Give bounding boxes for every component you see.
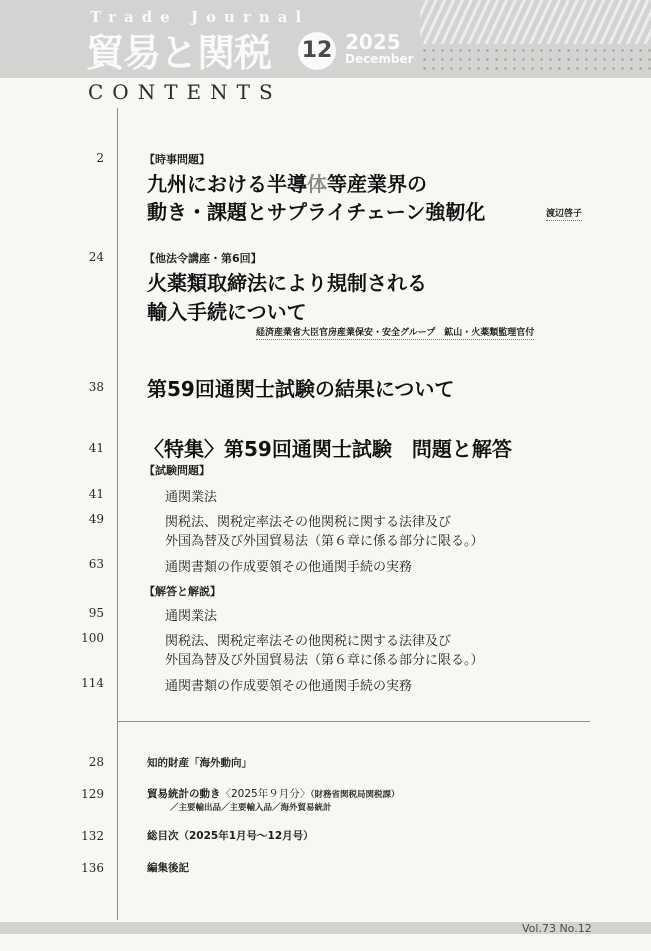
contents-item: 編集後記: [147, 862, 189, 874]
contents-item: 総目次（2025年1月号～12月号）: [147, 830, 314, 842]
contents-item: 関税法、関税定率法その他関税に関する法律及び: [165, 515, 452, 530]
page-number: 41: [88, 487, 104, 501]
article-title-line: 火薬類取締法により規制される: [147, 271, 427, 295]
contents-subitem: ／主要輸出品／主要輸入品／海外貿易統計: [170, 803, 332, 813]
page-number: 95: [88, 606, 104, 620]
page-number: 49: [88, 512, 104, 526]
page-number: 136: [81, 861, 104, 875]
contents-item: 通関業法: [165, 609, 218, 624]
contents-item: 貿易統計の動き〈2025年９月分〉（財務省関税局関税課）: [147, 788, 400, 800]
article-author: 渡辺啓子: [546, 206, 582, 221]
issue-year: 2025: [345, 30, 401, 54]
volume-number: Vol.73 No.12: [522, 922, 592, 935]
magazine-title: 貿易と関税: [86, 30, 272, 75]
contents-item: 通関業法: [165, 490, 218, 505]
contents-item: 外国為替及び外国貿易法（第６章に係る部分に限る。）: [165, 534, 484, 549]
page-number: 132: [81, 829, 104, 843]
page-number: 63: [88, 557, 104, 571]
contents-item: 外国為替及び外国貿易法（第６章に係る部分に限る。）: [165, 653, 484, 668]
page-number: 114: [81, 676, 104, 690]
section-heading: 【解答と解説】: [144, 585, 221, 598]
page-number: 38: [88, 380, 104, 394]
contents-heading: CONTENTS: [88, 80, 282, 104]
page-number: 24: [88, 250, 104, 264]
contents-item: 通関書類の作成要領その他通関手続の実務: [165, 560, 413, 575]
article-title-line: 輸入手続について: [147, 300, 307, 324]
article-title: 第59回通関士試験の結果について: [147, 377, 455, 401]
article-tag: 【他法令講座・第6回】: [144, 252, 262, 265]
vertical-rule: [117, 108, 118, 920]
header-dot-pattern: [420, 46, 651, 76]
contents-item: 関税法、関税定率法その他関税に関する法律及び: [165, 634, 452, 649]
issue-number-badge: 12: [298, 32, 336, 70]
section-divider: [117, 721, 590, 722]
article-title: 〈特集〉第59回通関士試験 問題と解答: [144, 437, 512, 461]
issue-month: December: [345, 52, 414, 66]
page-number: 100: [81, 631, 104, 645]
header-hatch-pattern: [420, 0, 651, 44]
section-heading: 【試験問題】: [144, 464, 210, 477]
page-number: 41: [88, 441, 104, 455]
contents-item: 通関書類の作成要領その他通関手続の実務: [165, 679, 413, 694]
series-name: Trade Journal: [90, 8, 310, 26]
contents-item: 知的財産「海外動向」: [147, 757, 252, 769]
article-title-line: 九州における半導体等産業界の: [147, 172, 427, 196]
page-number: 129: [81, 787, 104, 801]
article-title-line: 動き・課題とサプライチェーン強靭化: [147, 200, 486, 224]
article-author: 経済産業省大臣官房産業保安・安全グループ 鉱山・火薬類監理官付: [256, 325, 534, 340]
page-number: 2: [96, 151, 104, 165]
page-number: 28: [88, 755, 104, 769]
article-tag: 【時事問題】: [144, 153, 210, 166]
